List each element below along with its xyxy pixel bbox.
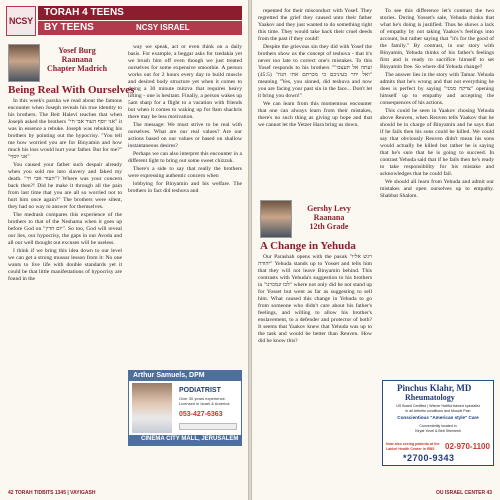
paragraph: You caused your father such despair already when you sold me into slavery and faked my death. "העוד אבי חי"? Where was your concern back then?! Did he make it through all the pain from last time that you are all so worried not to hurt him once again?" The brothers were silent, they had no way to answer for themselves. bbox=[8, 162, 122, 210]
ad-email-box bbox=[179, 423, 237, 430]
author-role: 12th Grade bbox=[309, 222, 349, 231]
ad-doctor-name: Arthur Samuels, DPM bbox=[133, 372, 205, 379]
paragraph: We can learn from this momentous encounter that one can always learn from their mistakes, there's no such thing as giving up hope and that we cannot let the Yetzer Hara bring us down. bbox=[258, 101, 372, 128]
ad-phone: 053-427-6363 bbox=[179, 411, 223, 418]
author-photo bbox=[8, 44, 40, 82]
masthead bbox=[6, 6, 242, 36]
author-role: Chapter Madrich bbox=[46, 64, 108, 73]
paragraph: Perhaps we can also interpret this encounter in a different light to bring out some sweet chizzuk. bbox=[128, 151, 242, 164]
paragraph: lobbying for Binyamin and his welfare. The brothers in fact did teshuva and bbox=[128, 181, 242, 194]
author-city: Raanana bbox=[313, 213, 345, 222]
author-byline bbox=[42, 46, 112, 73]
left-page bbox=[0, 0, 248, 500]
ad-new-location: Now also seeing patients at the Lakhel Health Center in RBS bbox=[386, 442, 440, 451]
paragraph: The answer lies in the story with Tamar. Yehuda admits that he's wrong and that not everything he does is perfect by saying "צדקה ממני" opening himself up to empathy and accepting the consequences of his actions. bbox=[380, 72, 495, 106]
page-footer-left: 42 TORAH TIDBITS 1345 | VAYIGASH bbox=[8, 490, 96, 496]
ad-location-bar bbox=[129, 435, 241, 445]
ad-phone-primary: 02-970-1100 bbox=[445, 442, 490, 451]
paragraph: The medrash compares this experience of the brothers to that of the Neshama when it goes up before God on "יום הדין". So too, God will reveal our lies, our hypocrisy, the gaps in our Avoda and all our well thought out excuses will be useless. bbox=[8, 212, 122, 246]
paragraph: In this week's parsha we read about the famous encounter when Joseph reveals his true identity to his brothers. The Beit Halevi teaches that when Joseph asked the brothers "אני יוסף העוד אבי חי" it was in essence a rebuke. Joseph was rebuking his brothers by pointing out the hypocrisy. "You tell me how worried you are for Binyamin and how much his loss would hurt your father. But for me?" "אני יוסף" bbox=[8, 98, 123, 160]
article-continuation-column bbox=[258, 8, 372, 130]
ad-doctor-name: Pinchus Klahr, MD bbox=[397, 383, 472, 393]
logo-text: NCSY bbox=[9, 16, 33, 26]
paragraph: Our Parashah opens with the pasuk "ויגש אליו יהודה" Yehuda stands up to Yosset and tells him that they will not leave Binyamin behind. This contrasts with Yehuda's suggestion to his brothers in "לכו ונמכרנו" where not only did he not stand up for Yosset but went as far as suggesting to sell him. What caused this change in Yehuda to go from someone who didn't care about his father's feelings, and willing to allow his brother's enslavement, to a defender and protector of both? It seems that Yaakov knew that Yehuda was up to the task and would be better than Reuven. How did he know this? bbox=[258, 254, 372, 344]
rheumatology-ad[interactable] bbox=[382, 380, 494, 466]
right-page bbox=[252, 0, 500, 500]
paragraph: We should all learn from Yehuda and admit our mistakes and open ourselves up to empathy. Shabbat Shalom. bbox=[380, 179, 494, 199]
ad-specialty: PODIATRIST bbox=[179, 387, 221, 394]
ad-specialty: Rheumatology bbox=[405, 393, 455, 402]
author-city: Raanana bbox=[61, 55, 93, 64]
ad-credentials: US Board Certified | Wiener Hafifut trained specialist bbox=[396, 404, 480, 408]
paragraph: Despite the grievous sin they did with Yosef the brothers show us the concept of teshuva - that it's never too late to correct one's mistakes. To this Yosef responds to his brothers "ועתה אל תעצבו" "ואל יחר בעיניכם כי מכרתם אתי הנה" (45:5) meaning "Yes, you sinned, did teshuva and now you are facing your past sin in the face... Don't let it bring you down!" bbox=[258, 44, 372, 99]
doctor-photo bbox=[132, 383, 172, 433]
ad-experience: Over 30 years experience. Licensed in Israel & America bbox=[179, 396, 230, 406]
article-headline-2: A Change in Yehuda bbox=[260, 240, 356, 252]
article-column-2 bbox=[128, 44, 242, 196]
paragraph: I think if we bring this idea down to our level we can get a strong mussar lesson from it: No one wants to live life with double standards yet it could be that little manifestations of hypocrisy are found in the bbox=[8, 248, 122, 282]
article-column-1 bbox=[8, 98, 122, 284]
author-byline-2 bbox=[294, 204, 364, 231]
section-org: NCSY ISRAEL bbox=[136, 23, 190, 32]
article2-column bbox=[258, 254, 372, 346]
ad-conditions: in all Arthritis conditions and Muscle Pain bbox=[405, 409, 471, 413]
paragraph: This could be seen in Yaakov chosing Yehuda above Reuven, when Reuven tells Yaakov that he should be in charge of Binyamin and he says that if he fails then his sons could be killed. We could say that obviously Reuven didn't mean his sons would actually be killed but rather he is saying that he's sure that he is going to succeed. In contrast Yehuda said that if he fails then he's ready to take responsibility for his mistake and acknowledges that he could fail. bbox=[380, 108, 494, 177]
section-title: TORAH 4 TEENS bbox=[44, 7, 124, 18]
article2-column-2 bbox=[380, 8, 494, 201]
paragraph: To see this difference let's contrast the two stories. During Yosset's sale, Yehuda thinks that what he's doing is justified. Thus he shows a lack of empathy by not taking Yaakov's feelings into account, but rather saying that "it's for the good of the family." By contrast, in our story with Binyamin, Yehuda thinks of his father's feelings first and is ready to sacrifice himself to set Binyamin free. So where did Yehuda change? bbox=[380, 8, 494, 70]
subtitle-bar bbox=[38, 21, 242, 35]
article-headline: Being Real With Ourselves bbox=[8, 84, 135, 96]
author-name: Gershy Levy bbox=[307, 204, 351, 213]
paragraph: way we speak, act or even think on a daily basis. For example, a beggar asks for tzedakia yet we brush him off even though we just treated ourselves for some expensive smoothie. A person works out for 2 hours every day to build muscle and desired body structure yet when it comes to doing a 30 minute mitzva that requires heavy lifting - one is hesitant. Finally, a person wakes up 5am sharp for a flight to a vacation with friends but when it comes to waking up for 8am shachris there may be less motivation. bbox=[128, 44, 242, 120]
author-name: Yosef Burg bbox=[58, 46, 96, 55]
ad-location: CINEMA CITY MALL, JERUSALEM bbox=[141, 436, 239, 442]
ad-locations: Kiryat Yovel & Beit Shemesh bbox=[415, 429, 461, 433]
paragraph: There's a side to say that really the brothers were expressing authentic concern when bbox=[128, 166, 242, 179]
page-footer-right: OU ISRAEL CENTER 43 bbox=[435, 490, 492, 496]
ad-location-label: Conveniently located in bbox=[419, 424, 457, 428]
ad-care-style: Conscientious "American style" Care bbox=[397, 415, 479, 420]
ad-phone-secondary: *2700-9343 bbox=[403, 453, 455, 463]
title-bar bbox=[38, 6, 242, 20]
ad-name-bar bbox=[129, 371, 241, 381]
podiatrist-ad[interactable] bbox=[128, 370, 242, 446]
section-subtitle: BY TEENS bbox=[44, 22, 94, 33]
author-photo-2 bbox=[260, 200, 292, 238]
paragraph: repented for their misconduct with Yosef. They regretted the grief they caused unto their father Yaakov and they just wanted to do something right this time. They would take back their cruel deeds from the past if they could! bbox=[258, 8, 372, 42]
ncsy-logo bbox=[6, 6, 36, 36]
paragraph: The message: We must strive to be real with ourselves. What are our real values? Are our actions based on our values or based on shallow instantaneous desires? bbox=[128, 122, 242, 149]
